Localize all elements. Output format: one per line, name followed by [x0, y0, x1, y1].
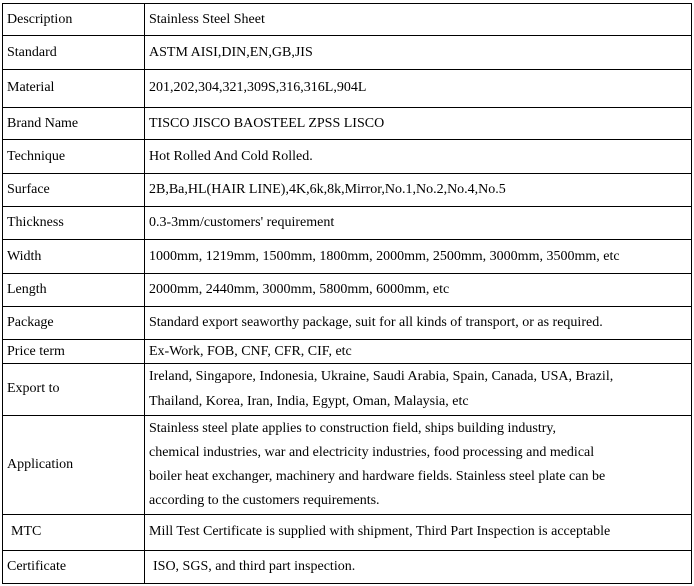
table-row [3, 36, 692, 69]
row-label: Export to [3, 363, 145, 416]
row-value [145, 363, 692, 416]
row-value: ASTM AISI,DIN,EN,GB,JIS [145, 36, 692, 69]
table-row [3, 69, 692, 107]
row-value: 0.3-3mm/customers' requirement [145, 207, 692, 240]
table-row [3, 307, 692, 340]
row-label: Brand Name [3, 108, 145, 140]
row-label: Length [3, 273, 145, 306]
row-value: ISO, SGS, and third part inspection. [145, 550, 692, 583]
row-value: 2000mm, 2440mm, 3000mm, 5800mm, 6000mm, etc [145, 273, 692, 306]
row-value: Mill Test Certificate is supplied with shipment, Third Part Inspection is acceptable [145, 515, 692, 550]
table-row [3, 240, 692, 273]
row-label: Certificate [3, 550, 145, 583]
value-line: chemical industries, war and electricity industries, food processing and medical [149, 445, 595, 461]
value-line: according to the customers requirements. [149, 493, 380, 509]
table-row [3, 140, 692, 173]
table-row [3, 173, 692, 206]
row-label: MTC [3, 515, 145, 550]
table-row [3, 273, 692, 306]
row-label: Price term [3, 340, 145, 363]
row-label: Width [3, 240, 145, 273]
table-row [3, 416, 692, 515]
row-value: Ex-Work, FOB, CNF, CFR, CIF, etc [145, 340, 692, 363]
table-row [3, 207, 692, 240]
row-value: 2B,Ba,HL(HAIR LINE),4K,6k,8k,Mirror,No.1,No.2,No.4,No.5 [145, 173, 692, 206]
row-value: 201,202,304,321,309S,316,316L,904L [145, 69, 692, 107]
product-spec-table [2, 3, 692, 584]
value-line: Stainless steel plate applies to construction field, ships building industry, [149, 421, 556, 437]
row-value: Stainless Steel Sheet [145, 4, 692, 36]
table-row [3, 363, 692, 416]
row-value: TISCO JISCO BAOSTEEL ZPSS LISCO [145, 108, 692, 140]
table-row [3, 340, 692, 363]
table-row [3, 108, 692, 140]
value-line: Ireland, Singapore, Indonesia, Ukraine, Saudi Arabia, Spain, Canada, USA, Brazil, [149, 369, 614, 385]
row-label: Application [3, 416, 145, 515]
row-value [145, 416, 692, 515]
value-line: Thailand, Korea, Iran, India, Egypt, Oman, Malaysia, etc [149, 394, 469, 410]
row-label: Description [3, 4, 145, 36]
row-label: Thickness [3, 207, 145, 240]
table-row [3, 550, 692, 583]
table-row [3, 515, 692, 550]
row-label: Material [3, 69, 145, 107]
row-value: 1000mm, 1219mm, 1500mm, 1800mm, 2000mm, 2500mm, 3000mm, 3500mm, etc [145, 240, 692, 273]
row-label: Package [3, 307, 145, 340]
table-row [3, 4, 692, 36]
value-line: boiler heat exchanger, machinery and hardware fields. Stainless steel plate can be [149, 469, 606, 485]
row-label: Surface [3, 173, 145, 206]
row-value: Hot Rolled And Cold Rolled. [145, 140, 692, 173]
row-label: Standard [3, 36, 145, 69]
row-label: Technique [3, 140, 145, 173]
row-value: Standard export seaworthy package, suit for all kinds of transport, or as required. [145, 307, 692, 340]
